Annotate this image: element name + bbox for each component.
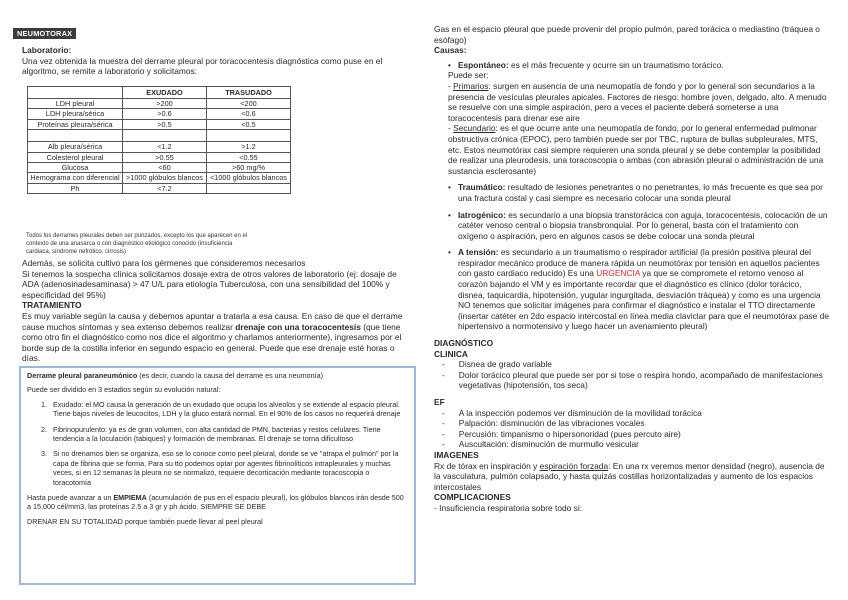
- bullet-icon: •: [448, 247, 451, 258]
- list-item: [442, 359, 830, 370]
- table-header-row: [28, 87, 291, 99]
- table-cell: <60: [123, 163, 207, 173]
- secundario-text: - Secundario: es el que ocurre ante una neumopatía de fondo, por lo general enfermedad pulmonar obstructiva crónica (EPOC), pero también puede ser por TBC, ruptura de bullas subpleurales, MTS, etc. Estos neumotórax casi siempre requieren una sonda pleural y se debe contemplar la posibilidad de realizar una pleurodesis, una toracoscopia o ambas (con abrasión pleural o administración de una sustancia esclerosante): [448, 123, 824, 176]
- table-cell: <200: [207, 99, 291, 109]
- table-cell: Hemograma con diferencial: [28, 173, 123, 183]
- diagnostico-heading: DIAGNÓSTICO: [434, 338, 494, 349]
- table-cell: [123, 130, 207, 142]
- table-footnote: Todos los derrames pleurales deben ser punzados, excepto los que aparecen en el contexto de una anasarca o con diagnóstico etiológico conocido (insuficiencia cardiaca, síndrome nefrótico, cirrosis): [26, 233, 248, 255]
- table-row: [28, 183, 291, 193]
- espontaneo-text: [458, 60, 724, 71]
- imagenes-underline: espiración forzada: [539, 460, 609, 471]
- table-header-cell: EXUDADO: [123, 87, 207, 99]
- dash-icon: -: [442, 369, 445, 380]
- bullet-icon: •: [448, 209, 451, 220]
- table-cell: >0.6: [123, 109, 207, 119]
- traumatico-text: [458, 182, 830, 203]
- traumatico-bold: Traumático:: [457, 182, 506, 193]
- list-item: [442, 370, 830, 391]
- tratamiento-part: Es muy variable según la causa y debemos apuntar a tratarla a esa causa. En caso de que el derrame cause muchos síntomas y sea extenso debemos realizar: [22, 310, 403, 332]
- table-row: [28, 152, 291, 162]
- box-intro: Puede ser dividido en 3 estadios según su evolución natural:: [27, 385, 221, 395]
- table-row: [28, 142, 291, 152]
- secundario-label: Secundario: [453, 123, 496, 134]
- cultivo-text: Además, se solicita cultivo para los gérmenes que consideremos necesarios: [22, 258, 306, 268]
- ef-item: A la inspección podemos ver disminución de la movilidad torácica: [458, 407, 702, 418]
- table-cell: >200: [123, 99, 207, 109]
- table-header-cell: TRASUDADO: [207, 87, 291, 99]
- table-cell: >60 mg/%: [207, 163, 291, 173]
- empiema-part: Hasta puede avanzar a un: [27, 493, 114, 503]
- table-cell: >1.2: [207, 142, 291, 152]
- table-cell: Ph: [28, 183, 123, 193]
- table-row: [28, 119, 291, 129]
- list-item: [442, 408, 830, 419]
- box-title: [27, 371, 408, 380]
- lab-intro: Una vez obtenida la muestra del derrame pleural por toracocentesis diagnóstica como puse en el algoritmo, se remite a laboratorio y solicitamos:: [22, 55, 383, 77]
- urgencia-highlight: URGENCIA: [596, 268, 640, 279]
- lab-table: [27, 86, 291, 194]
- table-cell: Colesterol pleural: [28, 152, 123, 162]
- table-cell: Glucosa: [28, 163, 123, 173]
- primarios-text: - Primarios: surgen en ausencia de una neumopatía de fondo y por lo general son secundarios a la presencia de vesículas pleurales apicales. Factores de riesgo: hombre joven, delgado, alto. A menudo se resuelve con una simple aspiración, pero a veces el paciente deberá someterse a una toracocentesis para drenar ese aire: [448, 80, 827, 123]
- primarios-label: Primarios: [453, 80, 489, 91]
- table-row: [28, 130, 291, 142]
- imagenes-part: Rx de tórax en inspiración y: [434, 460, 540, 471]
- iatrogenico-text: [458, 210, 830, 242]
- drenar-text: DRENAR EN SU TOTALIDAD porque también puede llevar al peel pleural: [27, 516, 263, 526]
- list-item: 3. Si no drenamos bien se organiza, eso se lo conoce como peel pleural, donde se ve "atrapa el pulmón" por la capa de fibrina que se forma. Para su tto podemos optar por agentes fibrinolíticos intrapleurales y muchas veces, si en 12 semanas la pleura no se normalizó, requiere decorticación mediante toracoscopia o toracotomía: [49, 449, 408, 487]
- list-item: [448, 247, 830, 332]
- tension-bold: A tensión:: [457, 247, 499, 258]
- list-item: 1. Exudado: el MO causa la generación de un exudado que ocupa los alveolos y se extiende al espacio pleural. Tiene bajos niveles de leucocitos, LDH y la gluco estará normal. En el 90% de los casos no requerirá drenaje: [49, 400, 408, 419]
- causas-heading: Causas:: [434, 45, 467, 56]
- clinica-item: Dolor torácico pleural que puede ser por si tose o respira hondo, acompañado de manifestaciones vegetativas (hipotensión, tos seca): [458, 369, 823, 391]
- neumotorax-intro: Gas en el espacio pleural que puede provenir del propio pulmón, pared torácica o mediastino (tráquea o esófago): [434, 24, 820, 45]
- table-cell: <0.6: [207, 109, 291, 119]
- table-cell: LDH pleural: [28, 99, 123, 109]
- bullet-icon: •: [448, 59, 451, 70]
- ef-item: Palpación: disminución de las vibraciones vocales: [458, 418, 645, 429]
- list-item: [442, 418, 830, 429]
- list-item: [442, 439, 830, 450]
- clinica-item: Disnea de grado variable: [458, 359, 552, 370]
- ef-item: Percusión: timpanismo o hipersonoridad (pues percuto aire): [458, 428, 681, 439]
- empiema-text: [27, 493, 408, 512]
- tension-text: [458, 247, 830, 332]
- table-cell: <7.2: [123, 183, 207, 193]
- table-row: [28, 99, 291, 109]
- empiema-part: (acumulación de pus en el espacio pleural), los glóbulos blancos irán desde 500 a 15.000 cél/mm3, las proteínas 2.5 a 3 gr y ph ácido. SIEMPRE SE DEBE: [27, 493, 404, 512]
- list-item: [442, 429, 830, 440]
- bullet-icon: •: [448, 182, 451, 193]
- tratamiento-part: (que tiene como otro fin el diagnóstico como nos dice el algoritmo y charlamos anteriormente), ingresamos por el borde sup de la costilla inferior en segundo espacio en general. Puede que ese drenaje esté horas o días.: [22, 321, 402, 364]
- table-cell: >0.55: [123, 152, 207, 162]
- dash-icon: -: [442, 407, 445, 418]
- table-header-cell: [28, 87, 123, 99]
- table-cell: <1000 glóbulos blancos: [207, 173, 291, 183]
- table-cell: [28, 130, 123, 142]
- tension-part: ya que se compromete el retorno venoso al corazón bajando el VM y es importante recordar que el diagnóstico es clínico (dolor torácico, disnea, taquicardia, hipotensión, yugular ingurgitada, desviación tráquea) y como es una urgencia NO tenemos que solicitar imágenes para confirmar el diagnóstico e instalar el TTO directamente (insertar catéter en 2do espacio intercostal en línea media claviclar para que el neumotórax pase de hipertensivo a normotensivo y luego hacer un avenamiento pleural): [457, 268, 829, 332]
- box-title-bold: Derrame pleural paraneumónico: [27, 371, 138, 380]
- table-cell: <1.2: [123, 142, 207, 152]
- stage-list: [27, 400, 408, 487]
- table-cell: <0.5: [207, 119, 291, 129]
- box-title-rest: (es decir, cuando la causa del derrame es una neumonía): [137, 371, 324, 380]
- puede-ser: Puede ser:: [448, 70, 489, 81]
- primarios-rest: : surgen en ausencia de una neumopatía de fondo y por lo general son secundarios a la presencia de vesículas pleurales apicales. Factores de riesgo: hombre joven, delgado, alto. A menudo se resuelve con una simple aspiración, pero a veces el paciente deberá someterse a una toracocentesis para drenar ese aire: [448, 80, 827, 123]
- table-cell: Proteínas pleura/sérica: [28, 119, 123, 129]
- iatrogenico-rest: es secundario a una biopsia transtorácica con aguja, toracocentesis, colocación de un catéter venoso central o biopsia transbronquial. Por lo general, basta con el tratamiento con oxígeno o aspiración, pero en algunos casos se debe colocar una sonda pleural: [457, 209, 828, 241]
- tension-part: es secundario a un traumatismo o respirador artificial (la presión positiva pleural del respirador mecánico produce de manera rápida un neumotórax por tensión en aquellos pacientes con gasto cardiaco reducido) Es una: [457, 247, 820, 279]
- list-item: [448, 182, 830, 203]
- complicaciones-heading: COMPLICACIONES: [434, 492, 511, 503]
- list-item: 2. Fibrinopurulento: ya es de gran volumen, con alta cantidad de PMN, bacterias y restos celulares. Tiene tendencia a la loculación (tabiques) y formación de membranas. El drenaje se torna dificultoso: [49, 425, 408, 444]
- table-cell: [207, 130, 291, 142]
- table-cell: [207, 183, 291, 193]
- table-cell: >0.5: [123, 119, 207, 129]
- espontaneo-rest: es el más frecuente y ocurre sin un traumatismo torácico.: [508, 59, 724, 70]
- tratamiento-heading: TRATAMIENTO: [22, 300, 82, 311]
- espontaneo-bold: Espontáneo:: [457, 59, 509, 70]
- clinica-heading: CLINICA: [434, 348, 468, 359]
- table-row: [28, 163, 291, 173]
- table-row: [28, 173, 291, 183]
- right-column: [434, 24, 830, 514]
- complicaciones-text: - Insuficiencia respiratoria sobre todo si:: [434, 502, 583, 513]
- dash-icon: -: [442, 359, 445, 370]
- iatrogenico-bold: Iatrogénico:: [457, 209, 506, 220]
- list-item: [448, 60, 830, 71]
- empiema-bold: EMPIEMA: [113, 493, 147, 503]
- ef-item: Auscultación: disminución de murmullo vesicular: [458, 439, 639, 450]
- tratamiento-bold: drenaje con una toracocentesis: [235, 321, 361, 332]
- traumatico-rest: resultado de lesiones penetrantes o no penetrantes, lo más frecuente es que sea por una fractura costal y casi siempre es necesario colocar una sonda pleural: [457, 182, 823, 203]
- lab-heading: Laboratorio:: [22, 45, 72, 55]
- imagenes-heading: IMAGENES: [434, 449, 479, 460]
- lab-section: [22, 45, 414, 77]
- tratamiento-text: [22, 311, 414, 364]
- ada-text: Si tenemos la sospecha clínica solicitamos dosaje extra de otros valores de laboratorio (ej: dosaje de ADA (adenosinadesaminasa) > 47 U/L para etiología Tuberculosa, con una sensibilidad del 100% y especificidad del 95%): [22, 268, 397, 300]
- table-cell: >1000 glóbulos blancos: [123, 173, 207, 183]
- secundario-rest: : es el que ocurre ante una neumopatía de fondo, por lo general enfermedad pulmonar obstructiva crónica (EPOC), pero también puede ser por TBC, ruptura de bullas subpleurales, MTS, etc. Estos neumotórax casi siempre requieren una sonda pleural y se debe contemplar la posibilidad de realizar una pleurodesis, una toracoscopia o ambas (con abrasión pleural o administración de una sustancia esclerosante): [448, 123, 824, 176]
- topic-badge: NEUMOTORAX: [13, 28, 76, 39]
- dash-icon: -: [442, 418, 445, 429]
- dash-icon: -: [442, 428, 445, 439]
- table-cell: <0.55: [207, 152, 291, 162]
- table-cell: Alb pleura/sérica: [28, 142, 123, 152]
- ef-heading: EF: [434, 397, 445, 407]
- table-row: [28, 109, 291, 119]
- list-item: [448, 210, 830, 242]
- dash-icon: -: [442, 439, 445, 450]
- imagenes-part: : En una rx veremos menor densidad (negro), ausencia de la vasculatura, pulmón colapsado, y hasta quizás costillas horizontalizadas y aumento de los espacios intercostales: [434, 460, 825, 492]
- table-cell: LDH pleura/sérica: [28, 109, 123, 119]
- lab-extra: [22, 258, 414, 364]
- paraneumonico-box: [19, 366, 416, 585]
- imagenes-text: [434, 461, 830, 493]
